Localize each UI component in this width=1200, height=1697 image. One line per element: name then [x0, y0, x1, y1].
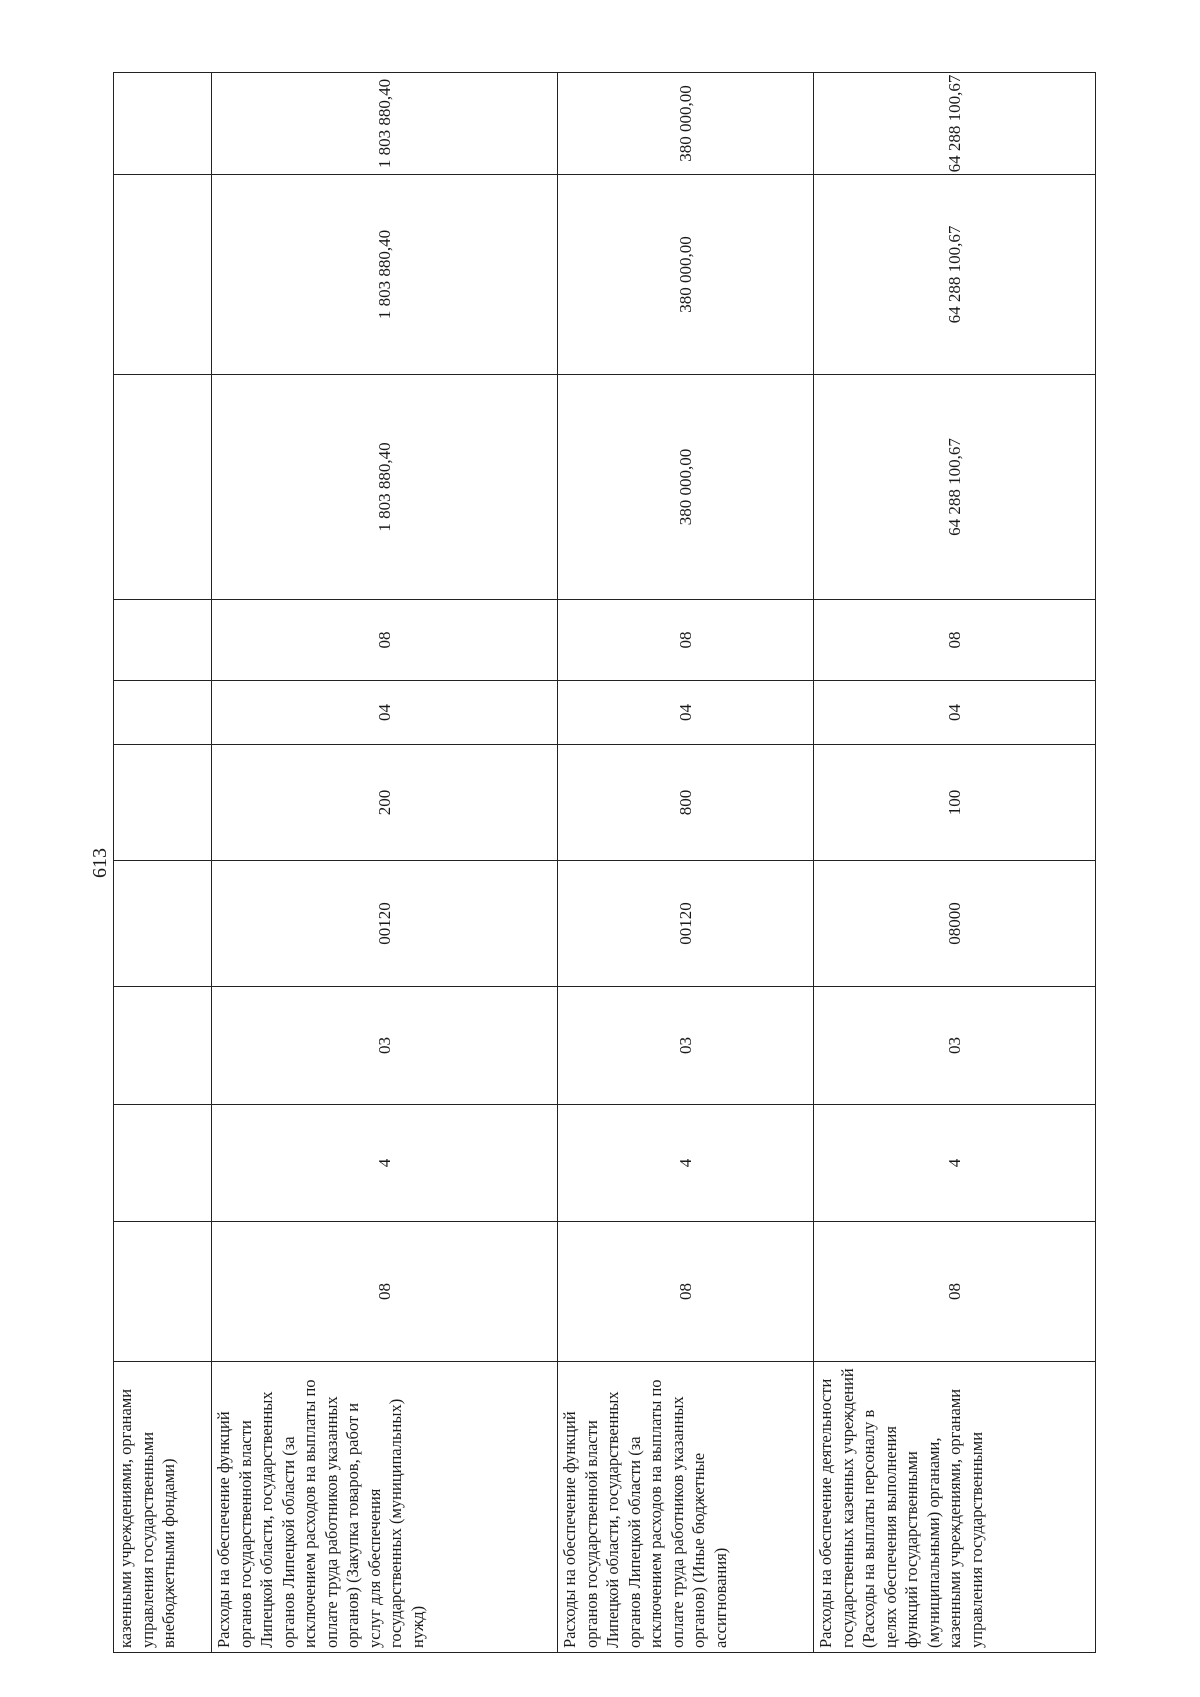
cell-amount-2: [114, 175, 212, 375]
cell-subsection: 03: [212, 987, 558, 1105]
cell-target: 00120: [558, 861, 814, 987]
cell-section: [114, 1105, 212, 1222]
cell-amount-3: 64 288 100,67: [814, 73, 1096, 175]
cell-amount-1: 64 288 100,67: [814, 375, 1096, 600]
cell-ministry: 08: [212, 1222, 558, 1362]
cell-amount-1: 380 000,00: [558, 375, 814, 600]
cell-section: 4: [814, 1105, 1096, 1222]
cell-subsection: [114, 987, 212, 1105]
cell-section: 4: [212, 1105, 558, 1222]
budget-table-rotated: [113, 73, 1095, 1653]
row-description: казенными учреждениями, органами управления государственными внебюджетными фондами): [114, 1362, 212, 1653]
cell-section: 4: [558, 1105, 814, 1222]
cell-col6: 04: [558, 681, 814, 745]
cell-subsection: 03: [558, 987, 814, 1105]
cell-expense-type: 200: [212, 745, 558, 861]
cell-col6: 04: [814, 681, 1096, 745]
cell-amount-2: 64 288 100,67: [814, 175, 1096, 375]
cell-col7: [114, 600, 212, 681]
cell-amount-3: 1 803 880,40: [212, 73, 558, 175]
cell-col6: 04: [212, 681, 558, 745]
cell-target: [114, 861, 212, 987]
cell-ministry: [114, 1222, 212, 1362]
cell-amount-3: 380 000,00: [558, 73, 814, 175]
cell-amount-2: 380 000,00: [558, 175, 814, 375]
row-description: Расходы на обеспечение деятельности государственных казенных учреждений (Расходы на выплаты персоналу в целях обеспечения выполнения функций государственными (муниципальными) органами, казенными учреждениями, органами управления государственными: [814, 1362, 1096, 1653]
page-number: 613: [89, 848, 111, 878]
cell-col7: 08: [814, 600, 1096, 681]
cell-col6: [114, 681, 212, 745]
cell-ministry: 08: [814, 1222, 1096, 1362]
row-description: Расходы на обеспечение функций органов государственной власти Липецкой области, государственных органов Липецкой области (за исключением расходов на выплаты по оплате труда работников указанных органов) (Закупка товаров, работ и услуг для обеспечения государственных (муниципальных) нужд): [212, 1362, 558, 1653]
table-row: [558, 73, 814, 1653]
cell-amount-2: 1 803 880,40: [212, 175, 558, 375]
cell-target: 00120: [212, 861, 558, 987]
cell-col7: 08: [558, 600, 814, 681]
cell-ministry: 08: [558, 1222, 814, 1362]
cell-col7: 08: [212, 600, 558, 681]
cell-amount-1: [114, 375, 212, 600]
cell-amount-1: 1 803 880,40: [212, 375, 558, 600]
budget-table-container: [113, 73, 1095, 1653]
cell-amount-3: [114, 73, 212, 175]
budget-table: [113, 72, 1096, 1653]
cell-expense-type: [114, 745, 212, 861]
cell-subsection: 03: [814, 987, 1096, 1105]
cell-target: 08000: [814, 861, 1096, 987]
table-row: [814, 73, 1096, 1653]
table-row: [212, 73, 558, 1653]
cell-expense-type: 800: [558, 745, 814, 861]
table-row: [114, 73, 212, 1653]
row-description: Расходы на обеспечение функций органов государственной власти Липецкой области, государственных органов Липецкой области (за исключением расходов на выплаты по оплате труда работников указанных органов) (Иные бюджетные ассигнования): [558, 1362, 814, 1653]
cell-expense-type: 100: [814, 745, 1096, 861]
